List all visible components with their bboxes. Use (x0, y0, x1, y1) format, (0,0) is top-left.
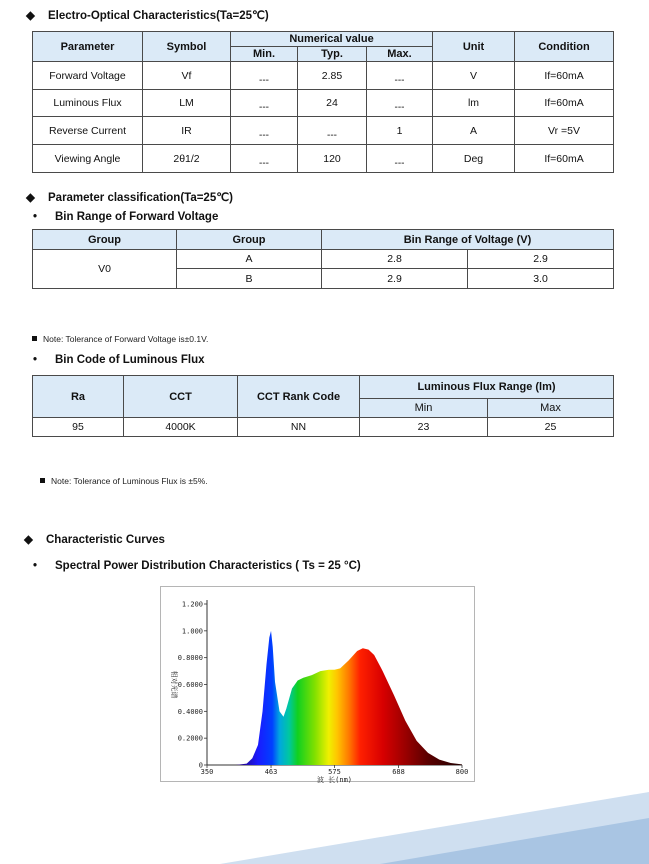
diamond-bullet-icon: ◆ (26, 10, 35, 22)
y-tick-label: 0 (198, 761, 203, 770)
cell-min (231, 90, 298, 117)
cell-min (231, 62, 298, 90)
parameter-classification-heading (26, 190, 233, 204)
cell-group-label: V0 (33, 250, 177, 289)
cell-symbol: LM (143, 90, 231, 117)
cell-condition: Vr =5V (515, 117, 614, 145)
cell-max-value: --- (394, 102, 405, 113)
cell-high: 2.9 (468, 250, 614, 269)
x-tick-label: 800 (455, 768, 469, 776)
cell-typ: 2.85 (298, 62, 367, 90)
x-axis-label: 波 长(nm) (316, 776, 353, 783)
cell-ra: 95 (33, 418, 124, 437)
spectral-chart-svg (161, 587, 476, 783)
cell-parameter: Reverse Current (33, 117, 143, 145)
cell-parameter: Luminous Flux (33, 90, 143, 117)
diamond-bullet-icon: ◆ (24, 534, 33, 546)
cell-max-value: --- (394, 157, 405, 169)
cell-unit: lm (433, 90, 515, 117)
cell-flux-max: 25 (488, 418, 614, 437)
table-row (33, 145, 614, 173)
cell-high: 3.0 (468, 269, 614, 289)
header-cct: CCT (124, 376, 238, 418)
header-symbol: Symbol (143, 32, 231, 62)
cell-min (231, 117, 298, 145)
x-tick-label: 463 (264, 768, 278, 776)
footer-decoration (0, 780, 649, 864)
luminous-flux-table (32, 375, 614, 437)
header-parameter: Parameter (33, 32, 143, 62)
diamond-bullet-icon: ◆ (26, 192, 35, 204)
cell-min (231, 145, 298, 173)
cell-low: 2.9 (322, 269, 468, 289)
header-flux-max: Max (488, 399, 614, 418)
cell-group: B (177, 269, 322, 289)
x-tick-label: 688 (392, 768, 405, 776)
voltage-bin-table (32, 229, 614, 289)
header-group: Group (33, 230, 177, 250)
table-row (33, 90, 614, 117)
cell-min-value: --- (259, 157, 269, 169)
voltage-tolerance-note (32, 334, 208, 344)
y-tick-label: 0.8000 (177, 654, 203, 663)
y-tick-label: 1.000 (181, 627, 203, 636)
table-row (33, 62, 614, 90)
table-row (33, 117, 614, 145)
y-axis-label: 相对光谱 (170, 670, 178, 699)
header-flux-min: Min (360, 399, 488, 418)
bin-code-heading (33, 354, 205, 366)
cell-unit: V (433, 62, 515, 90)
spd-heading (33, 560, 361, 572)
cell-max (367, 90, 433, 117)
bin-code-title: Bin Code of Luminous Flux (55, 354, 205, 366)
cell-max: 1 (367, 117, 433, 145)
cell-condition: If=60mA (515, 90, 614, 117)
cell-condition: If=60mA (515, 62, 614, 90)
cell-min-value: --- (259, 102, 269, 113)
cell-symbol: 2θ1/2 (143, 145, 231, 173)
cell-typ: 120 (298, 145, 367, 173)
flux-tolerance-note (40, 476, 208, 486)
y-tick-label: 0.2000 (177, 734, 203, 743)
characteristic-curves-heading (24, 532, 165, 546)
characteristic-curves-title: Characteristic Curves (46, 534, 165, 546)
cell-low: 2.8 (322, 250, 468, 269)
x-tick-label: 575 (328, 768, 341, 776)
cell-symbol: Vf (143, 62, 231, 90)
electro-optical-heading (26, 8, 269, 22)
table-row (33, 250, 614, 269)
x-tick-label: 350 (200, 768, 214, 776)
table-row (33, 418, 614, 437)
cell-unit: A (433, 117, 515, 145)
header-group-sub: Group (177, 230, 322, 250)
header-cct-rank: CCT Rank Code (238, 376, 360, 418)
cell-symbol: IR (143, 117, 231, 145)
square-bullet-icon (40, 478, 45, 483)
header-condition: Condition (515, 32, 614, 62)
cell-typ-value: --- (327, 129, 337, 141)
header-typ: Typ. (298, 47, 367, 62)
cell-max-value: --- (394, 74, 405, 86)
cell-unit: Deg (433, 145, 515, 173)
header-max: Max. (367, 47, 433, 62)
y-tick-label: 1.200 (181, 600, 203, 609)
cell-typ (298, 117, 367, 145)
flux-note-text: Note: Tolerance of Luminous Flux is ±5%. (51, 476, 208, 486)
header-unit: Unit (433, 32, 515, 62)
header-flux-range: Luminous Flux Range (lm) (360, 376, 614, 399)
dot-bullet-icon: • (33, 211, 38, 223)
header-voltage-range: Bin Range of Voltage (V) (322, 230, 614, 250)
y-tick-label: 0.4000 (177, 707, 203, 716)
voltage-note-text: Note: Tolerance of Forward Voltage is±0.1V. (43, 334, 209, 344)
header-min: Min. (231, 47, 298, 62)
square-bullet-icon (32, 336, 37, 341)
y-tick-label: 0.6000 (177, 681, 203, 689)
cell-condition: If=60mA (515, 145, 614, 173)
spd-title: Spectral Power Distribution Characteristics ( Ts = 25 °C) (55, 560, 361, 572)
parameter-classification-title: Parameter classification(Ta=25℃) (48, 192, 233, 204)
spectral-chart (160, 586, 475, 782)
bin-voltage-title: Bin Range of Forward Voltage (55, 211, 219, 223)
cell-rank: NN (238, 418, 360, 437)
electro-optical-title: Electro-Optical Characteristics(Ta=25℃) (48, 10, 269, 22)
cell-min-value: --- (259, 129, 269, 141)
header-numerical-value: Numerical value (231, 32, 433, 47)
cell-min-value: --- (259, 74, 269, 86)
bin-voltage-heading (33, 211, 218, 223)
cell-max (367, 62, 433, 90)
header-ra: Ra (33, 376, 124, 418)
cell-max (367, 145, 433, 173)
spectrum-area (207, 631, 462, 765)
cell-parameter: Forward Voltage (33, 62, 143, 90)
cell-flux-min: 23 (360, 418, 488, 437)
cell-parameter: Viewing Angle (33, 145, 143, 173)
dot-bullet-icon: • (33, 560, 38, 572)
dot-bullet-icon: • (33, 354, 38, 366)
cell-cct: 4000K (124, 418, 238, 437)
cell-typ: 24 (298, 90, 367, 117)
cell-group: A (177, 250, 322, 269)
electro-optical-table (32, 31, 614, 173)
